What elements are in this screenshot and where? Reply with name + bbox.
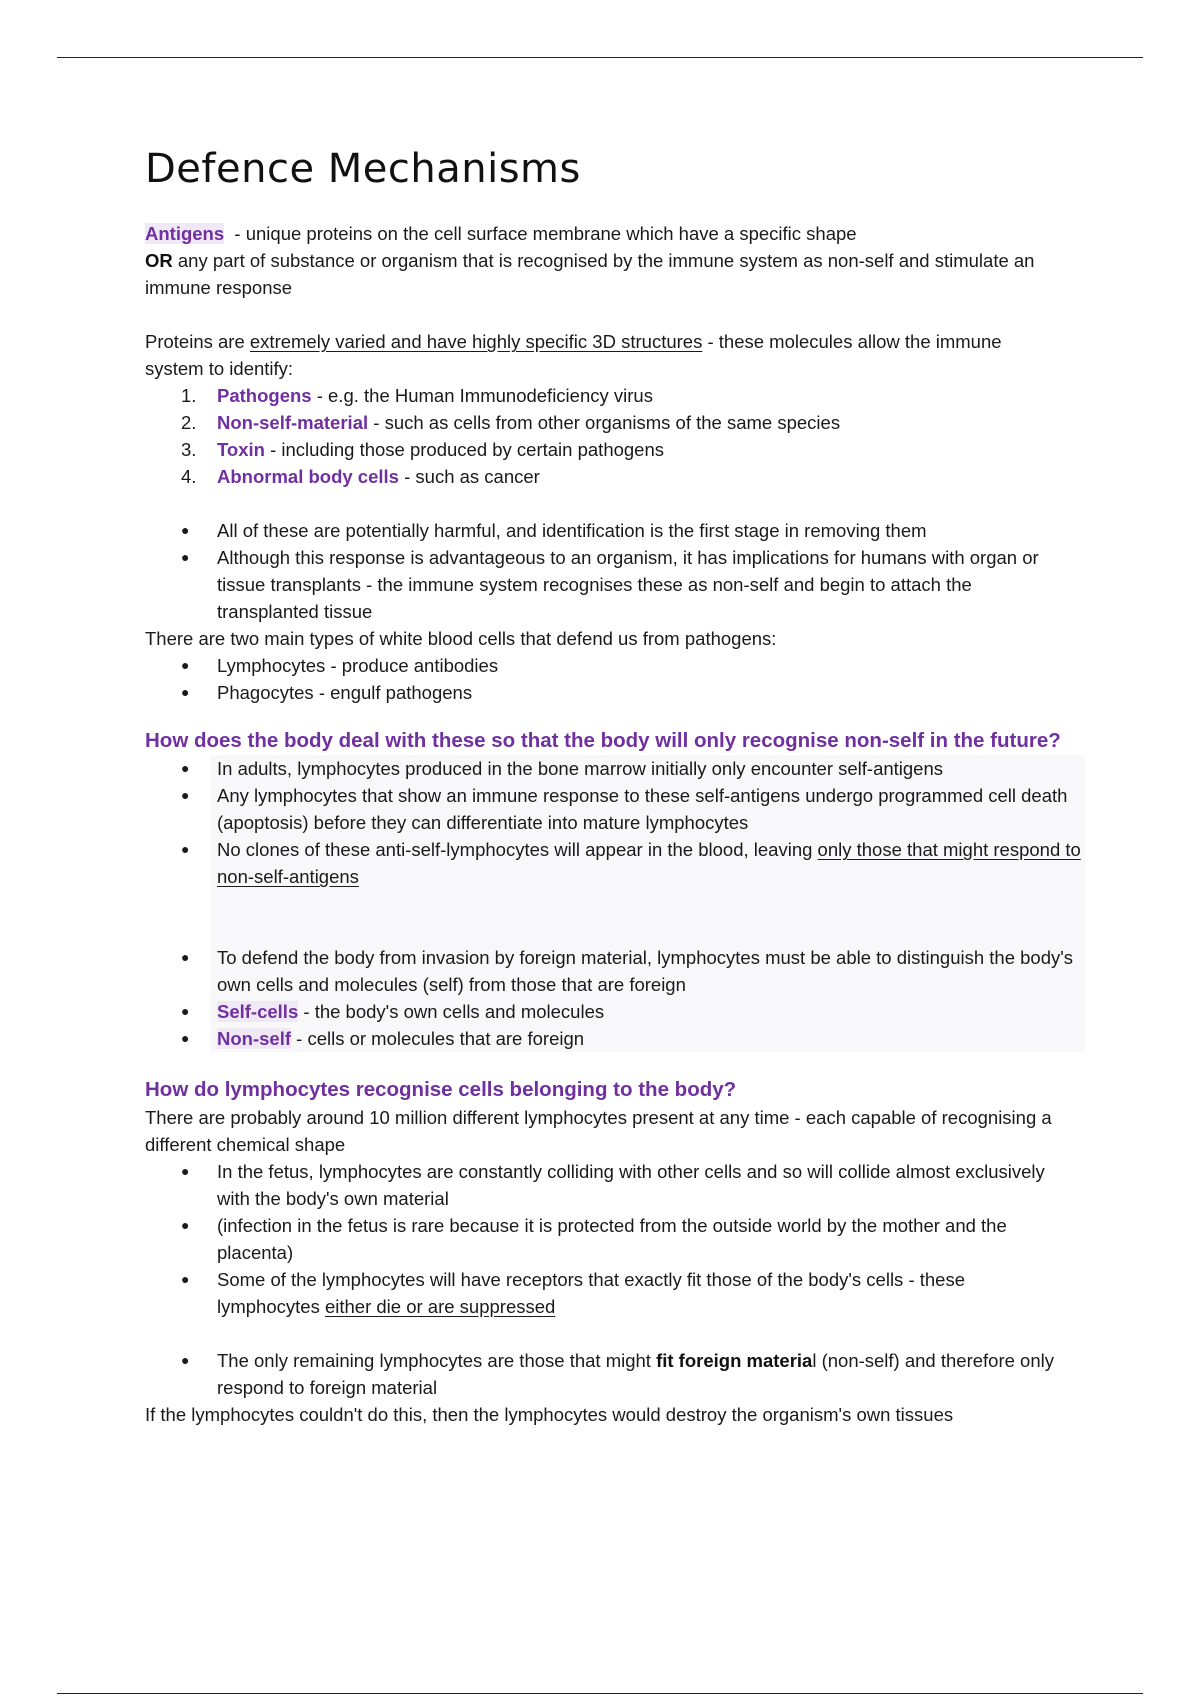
list-item-text: - the body's own cells and molecules [298, 1001, 605, 1022]
term-toxin: Toxin [217, 439, 265, 460]
list-item-text: Phagocytes - engulf pathogens [217, 682, 473, 703]
or-keyword: OR [145, 250, 173, 271]
list-item [145, 1158, 1065, 1212]
section-heading-recognition: How do lymphocytes recognise cells belonging to the body? [145, 1078, 737, 1101]
list-item-text: To defend the body from invasion by foreign material, lymphocytes must be able to distinguish the body's own cells and molecules (self) from those that are foreign [217, 947, 1074, 995]
list-item [145, 1266, 1065, 1320]
bullet-icon: ● [181, 1030, 190, 1046]
bullet-icon: ● [181, 684, 190, 700]
footer-rule [57, 1693, 1143, 1694]
antigens-definition [145, 220, 1065, 247]
harm-list [145, 517, 1065, 625]
list-item-text: The only remaining lymphocytes are those that might [217, 1350, 657, 1371]
bullet-icon: ● [181, 657, 190, 673]
list-item-text: Some of the lymphocytes will have receptors that exactly fit those of the body's cells - these lymphocytes [217, 1269, 966, 1317]
list-item-text: - including those produced by certain pathogens [264, 439, 665, 460]
recognise-list [145, 1158, 1065, 1320]
list-item [145, 382, 1065, 409]
list-item-text: - e.g. the Human Immunodeficiency virus [311, 385, 653, 406]
identify-list [145, 382, 1065, 490]
proteins-underlined: extremely varied and have highly specific 3D structures [249, 331, 703, 352]
antigens-def1: - unique proteins on the cell surface membrane which have a specific shape [234, 223, 857, 244]
defend-list [181, 944, 1085, 1052]
proteins-lead: Proteins are [145, 331, 245, 352]
proteins-tail: - these molecules allow the immune system to identify: [145, 331, 1002, 379]
list-item-text: No clones of these anti-self-lymphocytes will appear in the blood, leaving [217, 839, 818, 860]
term-self-cells: Self-cells [217, 1001, 299, 1022]
list-item-text: - such as cancer [398, 466, 540, 487]
list-item [145, 1347, 1065, 1401]
recognise-intro: There are probably around 10 million different lymphocytes present at any time - each capable of recognising a different chemical shape [145, 1107, 1052, 1155]
list-item-text: All of these are potentially harmful, and identification is the first stage in removing them [217, 520, 927, 541]
list-item-text: Any lymphocytes that show an immune response to these self-antigens undergo programmed cell death (apoptosis) before they can differentiate into mature lymphocytes [217, 785, 1068, 833]
page-title: Defence Mechanisms [145, 146, 581, 192]
remaining-list [145, 1347, 1065, 1401]
list-item [145, 679, 1065, 706]
list-item [145, 517, 1065, 544]
bullet-icon: ● [181, 522, 190, 538]
underlined-text: either die or are suppressed [324, 1296, 556, 1317]
list-item [145, 544, 1065, 625]
bullet-icon: ● [181, 1003, 190, 1019]
bullet-icon: ● [181, 1271, 190, 1287]
list-item [181, 1025, 1085, 1052]
term-non-self-material: Non-self-material [217, 412, 369, 433]
list-item-text: In adults, lymphocytes produced in the bone marrow initially only encounter self-antigens [217, 758, 944, 779]
antigens-term: Antigens [145, 223, 225, 244]
closing-sentence: If the lymphocytes couldn't do this, then the lymphocytes would destroy the organism's own tissues [145, 1404, 954, 1425]
list-item-text: - such as cells from other organisms of the same species [368, 412, 841, 433]
list-item-text: l (non-self) and therefore only respond to foreign material [217, 1350, 1054, 1398]
bullet-icon: ● [181, 760, 190, 776]
section-heading-self-tolerance: How does the body deal with these so that the body will only recognise non-self in the future? [145, 729, 1061, 752]
list-item-text: In the fetus, lymphocytes are constantly colliding with other cells and so will collide almost exclusively with the body's own material [217, 1161, 1045, 1209]
underlined-text: only those that might respond to non-self-antigens [217, 839, 1081, 887]
term-abnormal-body-cells: Abnormal body cells [217, 466, 399, 487]
list-number: 1. [181, 385, 197, 406]
list-item [181, 944, 1085, 998]
list-item-text: Although this response is advantageous to an organism, it has implications for humans with organ or tissue transplants - the immune system recognises these as non-self and begin to attach the transplanted tissue [217, 547, 1039, 622]
wbc-list [145, 652, 1065, 706]
list-number: 4. [181, 466, 197, 487]
shaded-block [181, 755, 1085, 1052]
bold-text: fit foreign materia [656, 1350, 813, 1371]
term-pathogens: Pathogens [217, 385, 312, 406]
term-non-self: Non-self [217, 1028, 291, 1049]
bullet-icon: ● [181, 549, 190, 565]
list-item [181, 782, 1085, 836]
bullet-icon: ● [181, 1352, 190, 1368]
list-item [145, 652, 1065, 679]
proteins-paragraph [145, 328, 1065, 382]
list-item [145, 436, 1065, 463]
bullet-icon: ● [181, 841, 190, 857]
list-item [181, 998, 1085, 1025]
bullet-icon: ● [181, 1217, 190, 1233]
header-rule [57, 57, 1143, 58]
bullet-icon: ● [181, 787, 190, 803]
document-body [145, 220, 1081, 1428]
list-item-text: (infection in the fetus is rare because it is protected from the outside world by the mother and the placenta) [217, 1215, 1007, 1263]
wbc-intro: There are two main types of white blood cells that defend us from pathogens: [145, 628, 777, 649]
antigens-def2: any part of substance or organism that is recognised by the immune system as non-self and stimulate an immune response [145, 250, 1035, 298]
list-number: 2. [181, 412, 197, 433]
list-item [181, 755, 1085, 782]
list-item [145, 463, 1065, 490]
antigens-definition-or [145, 247, 1065, 301]
bullet-icon: ● [181, 1163, 190, 1179]
list-item [181, 836, 1085, 890]
list-item-text: - cells or molecules that are foreign [291, 1028, 585, 1049]
list-item-text: Lymphocytes - produce antibodies [217, 655, 499, 676]
list-number: 3. [181, 439, 197, 460]
list-item [145, 1212, 1065, 1266]
bullet-icon: ● [181, 949, 190, 965]
list-item [145, 409, 1065, 436]
deal-list [181, 755, 1085, 890]
